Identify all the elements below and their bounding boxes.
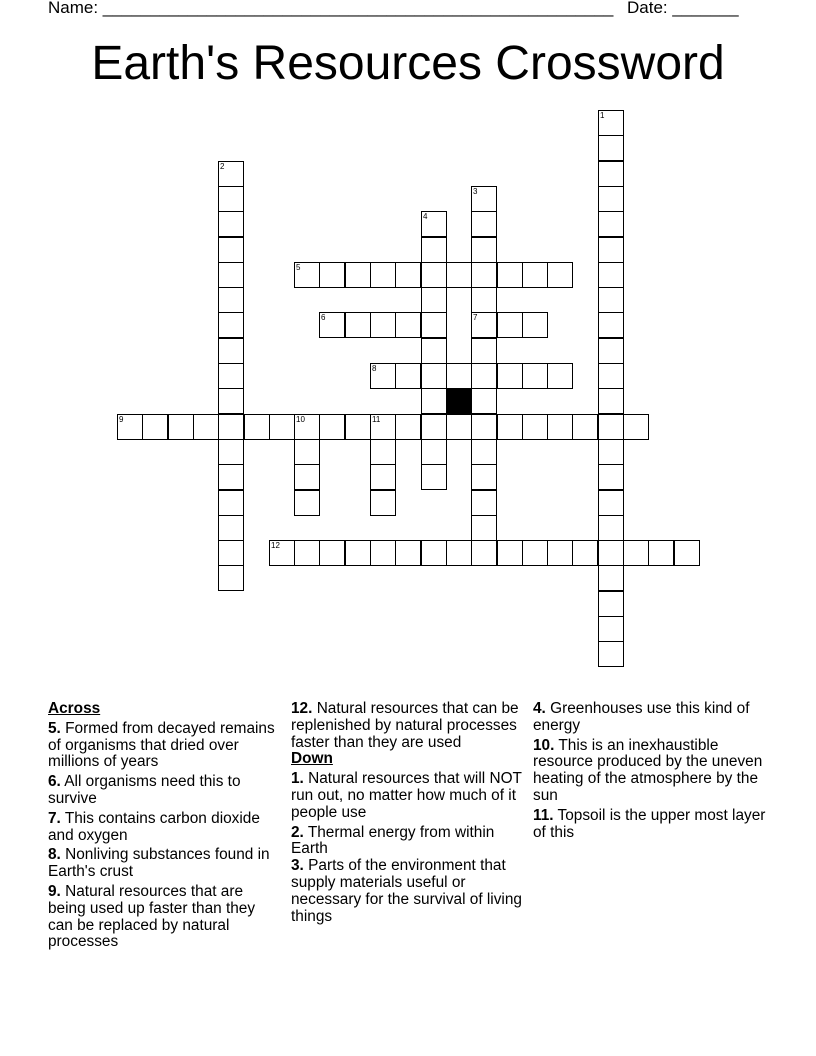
crossword-cell[interactable] [218,237,244,263]
crossword-cell[interactable] [446,363,472,389]
clue-number-label: 8 [372,364,377,373]
crossword-cell[interactable] [598,490,624,516]
crossword-cell[interactable] [345,312,371,338]
crossword-cell[interactable] [598,464,624,490]
crossword-cell[interactable] [471,515,497,541]
crossword-cell[interactable] [598,338,624,364]
crossword-cell[interactable] [598,287,624,313]
crossword-cell[interactable] [395,540,421,566]
crossword-cell[interactable] [370,439,396,465]
crossword-cell[interactable] [471,338,497,364]
crossword-cell[interactable] [547,540,573,566]
clue-number: 8. [48,846,61,864]
crossword-cell[interactable] [522,540,548,566]
crossword-cell[interactable] [421,287,447,313]
clue-number-label: 7 [473,313,478,322]
clue-number-label: 9 [119,415,124,424]
crossword-cell[interactable] [218,312,244,338]
clue-text: This is an inexhaustible resource produced by the uneven heating of the atmosphere by the sun [533,736,763,804]
clue-number: 7. [48,809,61,827]
crossword-cell[interactable] [168,414,194,440]
crossword-cell[interactable] [294,490,320,516]
crossword-cell[interactable] [497,312,523,338]
crossword-cell[interactable] [623,540,649,566]
clue-number-label: 6 [321,313,326,322]
crossword-cell[interactable] [319,262,345,288]
clue-text: Parts of the environment that supply materials useful or necessary for the survival of living things [291,857,522,925]
crossword-cell[interactable] [218,211,244,237]
crossword-cell[interactable] [395,312,421,338]
crossword-cell[interactable] [598,439,624,465]
crossword-cell[interactable] [471,464,497,490]
clue-number-label: 1 [600,111,605,120]
clue-number: 11. [533,806,554,824]
clue-number-label: 2 [220,162,225,171]
crossword-cell[interactable] [370,540,396,566]
crossword-cell[interactable] [421,464,447,490]
clue-down-2 [291,825,526,859]
clue-across-9 [48,884,276,951]
clue-across-8 [48,847,276,881]
crossword-cell[interactable] [269,540,295,566]
crossword-cell[interactable] [598,262,624,288]
clue-number-label: 5 [296,263,301,272]
crossword-cell[interactable] [319,414,345,440]
crossword-cell[interactable] [218,515,244,541]
clue-number-label: 11 [372,415,381,424]
crossword-cell[interactable] [269,414,295,440]
crossword-cell[interactable] [218,363,244,389]
crossword-cell[interactable] [598,591,624,617]
crossword-cell[interactable] [244,414,270,440]
name-line: Name: ______________________________________________________ [48,0,614,17]
crossword-cell[interactable] [193,414,219,440]
crossword-cell[interactable] [218,490,244,516]
crossword-cell[interactable] [522,262,548,288]
across-heading: Across [48,700,101,717]
crossword-cell[interactable] [218,262,244,288]
clue-text: Thermal energy from within Earth [291,823,495,858]
crossword-cell[interactable] [421,363,447,389]
clue-column-2 [291,701,526,925]
crossword-cell[interactable] [598,211,624,237]
crossword-cell[interactable] [598,641,624,667]
crossword-cell[interactable] [497,414,523,440]
clue-number-label: 3 [473,187,478,196]
crossword-cell[interactable] [218,161,244,187]
crossword-cell[interactable] [471,490,497,516]
clue-down-4 [533,701,773,735]
crossword-cell[interactable] [294,439,320,465]
crossword-cell[interactable] [395,414,421,440]
crossword-cell[interactable] [471,540,497,566]
crossword-cell[interactable] [421,237,447,263]
clue-text: Natural resources that will NOT run out, no matter how much of it people use [291,770,522,821]
crossword-cell[interactable] [421,388,447,414]
clue-number: 1. [291,770,304,788]
crossword-cell[interactable] [598,363,624,389]
crossword-cell[interactable] [598,135,624,161]
crossword-cell[interactable] [471,237,497,263]
clue-down-11 [533,808,773,842]
clue-text: This contains carbon dioxide and oxygen [48,809,260,844]
clue-number: 6. [48,773,61,791]
crossword-cell[interactable] [547,262,573,288]
crossword-cell[interactable] [471,287,497,313]
crossword-cell[interactable] [345,414,371,440]
crossword-cell[interactable] [370,363,396,389]
date-line: Date: _______ [627,0,739,17]
crossword-cell[interactable] [421,439,447,465]
clue-text: Greenhouses use this kind of energy [533,700,750,734]
crossword-cell[interactable] [218,338,244,364]
crossword-cell[interactable] [421,211,447,237]
crossword-cell[interactable] [218,287,244,313]
crossword-cell[interactable] [547,414,573,440]
crossword-cell[interactable] [598,565,624,591]
crossword-cell[interactable] [345,540,371,566]
crossword-cell[interactable] [421,338,447,364]
crossword-cell[interactable] [421,540,447,566]
crossword-cell[interactable] [218,186,244,212]
crossword-cell[interactable] [421,262,447,288]
crossword-cell[interactable] [598,414,624,440]
clue-down-10 [533,738,773,805]
crossword-cell[interactable] [142,414,168,440]
crossword-cell[interactable] [572,540,598,566]
clue-number-label: 10 [296,415,305,424]
clue-column-3 [533,701,773,841]
clue-number: 9. [48,882,61,900]
clue-number: 3. [291,857,304,875]
crossword-cell[interactable] [598,540,624,566]
crossword-cell[interactable] [218,464,244,490]
clue-number-label: 4 [423,212,428,221]
clue-text: Formed from decayed remains of organisms that dried over millions of years [48,719,275,771]
crossword-cell[interactable] [421,414,447,440]
crossword-cell[interactable] [294,414,320,440]
crossword-cell[interactable] [370,262,396,288]
crossword-cell[interactable] [471,312,497,338]
clue-number: 2. [291,823,304,841]
crossword-cell[interactable] [294,262,320,288]
clue-number: 4. [533,700,546,717]
clue-text: Natural resources that can be replenished by natural processes faster than they are used [291,700,519,751]
crossword-cell[interactable] [218,414,244,440]
clue-across-5 [48,721,276,771]
crossword-cell[interactable] [370,464,396,490]
crossword-cell[interactable] [446,414,472,440]
crossword-cell[interactable] [598,312,624,338]
clue-text: Topsoil is the upper most layer of this [533,806,766,841]
clue-column-1 [48,701,276,951]
crossword-cell[interactable] [547,363,573,389]
crossword-cell[interactable] [218,540,244,566]
clue-number: 10. [533,736,555,754]
crossword-cell[interactable] [370,414,396,440]
clue-number: 12. [291,700,313,717]
crossword-cell[interactable] [421,312,447,338]
crossword-block-cell [446,388,472,414]
crossword-cell[interactable] [319,540,345,566]
crossword-cell[interactable] [294,540,320,566]
crossword-cell[interactable] [395,262,421,288]
crossword-cell[interactable] [598,515,624,541]
crossword-cell[interactable] [471,363,497,389]
clue-down-1 [291,771,526,821]
crossword-cell[interactable] [370,312,396,338]
crossword-cell[interactable] [446,262,472,288]
crossword-cell[interactable] [370,490,396,516]
crossword-cell[interactable] [446,540,472,566]
crossword-cell[interactable] [218,388,244,414]
clue-text: Nonliving substances found in Earth's crust [48,846,270,881]
clue-number: 5. [48,719,61,737]
crossword-cell[interactable] [471,414,497,440]
down-heading: Down [291,750,333,768]
clue-text: All organisms need this to survive [48,773,241,807]
crossword-cell[interactable] [218,439,244,465]
page-title: Earth's Resources Crossword [91,37,725,90]
crossword-cell[interactable] [497,262,523,288]
clue-down-3 [291,858,526,925]
crossword-cell[interactable] [522,363,548,389]
crossword-cell[interactable] [294,464,320,490]
crossword-cell[interactable] [345,262,371,288]
crossword-cell[interactable] [117,414,143,440]
crossword-cell[interactable] [598,237,624,263]
crossword-cell[interactable] [598,388,624,414]
clue-number-label: 12 [271,541,280,550]
crossword-cell[interactable] [319,312,345,338]
clue-across-12 [291,701,526,751]
crossword-cell[interactable] [648,540,674,566]
crossword-cell[interactable] [598,186,624,212]
crossword-cell[interactable] [623,414,649,440]
crossword-cell[interactable] [522,312,548,338]
crossword-cell[interactable] [471,439,497,465]
crossword-cell[interactable] [395,363,421,389]
crossword-cell[interactable] [598,110,624,136]
crossword-cell[interactable] [218,565,244,591]
crossword-cell[interactable] [471,262,497,288]
crossword-cell[interactable] [497,540,523,566]
crossword-cell[interactable] [598,161,624,187]
clue-across-7 [48,811,276,845]
crossword-cell[interactable] [674,540,700,566]
crossword-cell[interactable] [471,211,497,237]
crossword-cell[interactable] [522,414,548,440]
clue-text: Natural resources that are being used up faster than they can be replaced by natural processes [48,882,256,951]
clue-across-6 [48,774,276,808]
crossword-cell[interactable] [497,363,523,389]
crossword-cell[interactable] [598,616,624,642]
crossword-cell[interactable] [471,388,497,414]
crossword-cell[interactable] [471,186,497,212]
crossword-cell[interactable] [572,414,598,440]
